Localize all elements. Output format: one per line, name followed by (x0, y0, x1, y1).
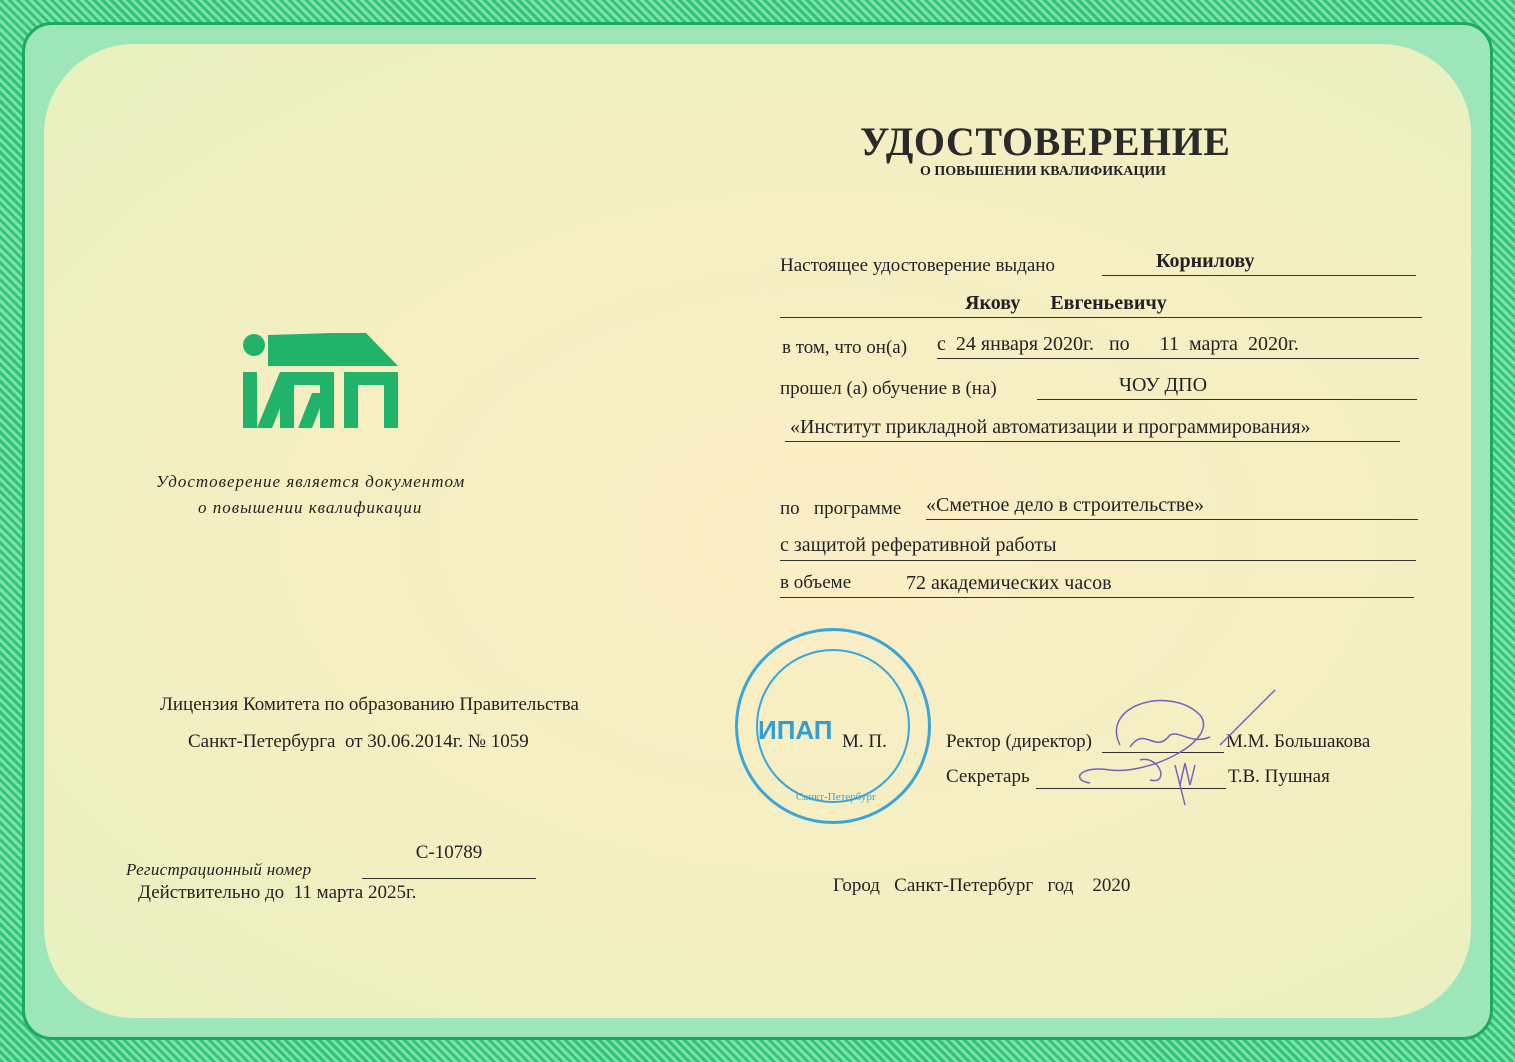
ipap-logo (240, 333, 405, 433)
reg-number: С-10789 (362, 842, 536, 879)
issued-to-label: Настоящее удостоверение выдано (780, 255, 1055, 276)
secretary-name: Т.В. Пушная (1228, 766, 1330, 787)
period-value: с 24 января 2020г. по 11 марта 2020г. (937, 333, 1419, 359)
note-line2: о повышении квалификации (198, 498, 423, 517)
seal-place: М. П. (842, 731, 887, 752)
rector-name: М.М. Большакова (1226, 731, 1371, 752)
valid-until: Действительно до 11 марта 2025г. (138, 882, 417, 903)
certificate-subtitle: О ПОВЫШЕНИИ КВАЛИФИКАЦИИ (920, 164, 1167, 179)
official-stamp (735, 628, 931, 824)
surname: Корнилову (1102, 250, 1416, 276)
note-line1: Удостоверение является документом (156, 472, 466, 491)
stamp-city: Санкт-Петербург (796, 791, 877, 803)
license-line1: Лицензия Комитета по образованию Правительства (160, 694, 579, 715)
city-year: Город Санкт-Петербург год 2020 (833, 875, 1131, 896)
program-value: «Сметное дело в строительстве» (926, 494, 1418, 520)
study-label: прошел (а) обучение в (на) (780, 378, 997, 399)
period-label: в том, что он(а) (782, 337, 908, 358)
stamp-logo: ИПАП (758, 715, 833, 745)
org-full: «Институт прикладной автоматизации и программирования» (785, 416, 1400, 442)
volume-value: 72 академических часов (872, 572, 1414, 598)
signatures (1060, 685, 1290, 815)
name-patronymic: Якову Евгеньевичу (780, 292, 1422, 318)
volume-label: в объеме (780, 572, 872, 598)
program-label: по программе (780, 498, 902, 519)
org-short: ЧОУ ДПО (1037, 374, 1417, 400)
rector-label: Ректор (директор) (946, 731, 1092, 752)
secretary-label: Секретарь (946, 766, 1030, 787)
reg-label: Регистрационный номер (126, 860, 312, 879)
license-line2: Санкт-Петербурга от 30.06.2014г. № 1059 (188, 731, 529, 752)
certificate-title: УДОСТОВЕРЕНИЕ (860, 119, 1231, 164)
defense-line: с защитой реферативной работы (780, 534, 1416, 561)
